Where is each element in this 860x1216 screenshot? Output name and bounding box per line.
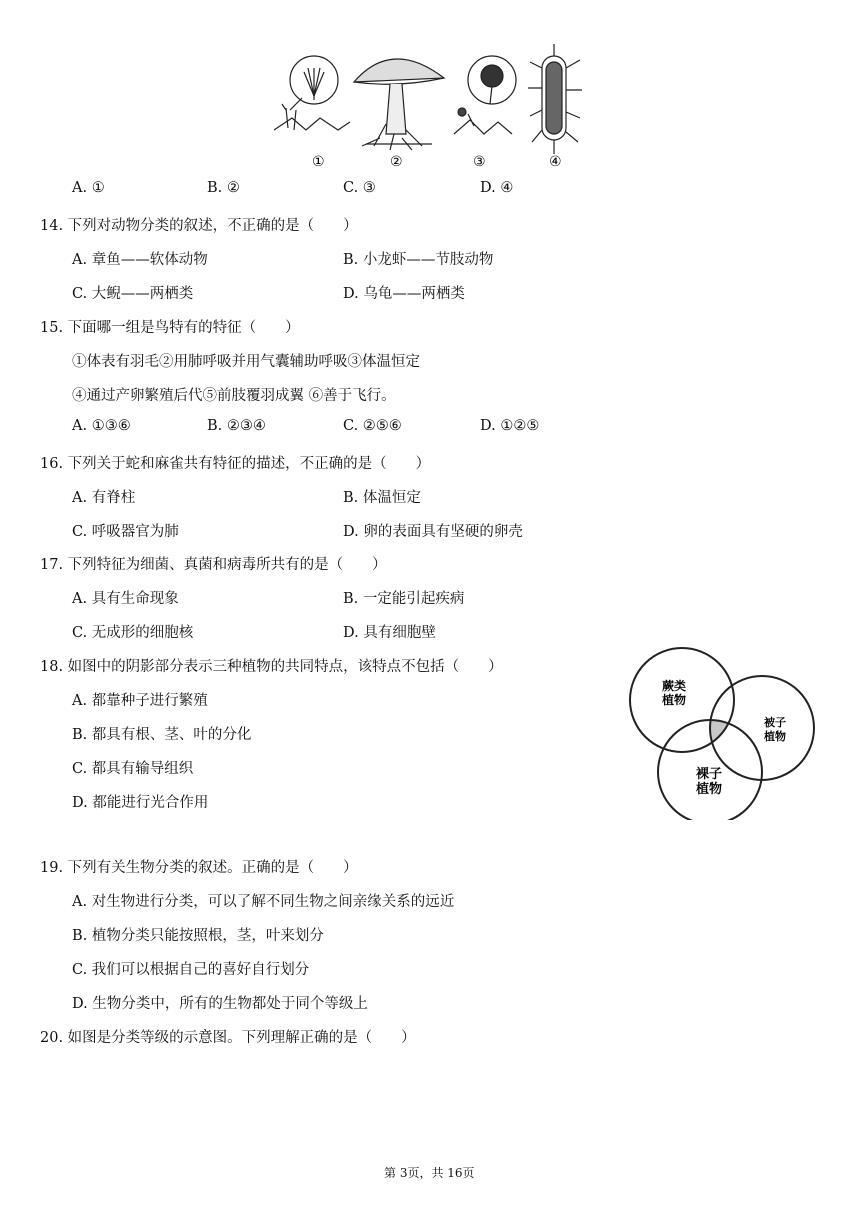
q18-option-a[interactable]: A. 都靠种子进行繁殖 [72,693,208,709]
q15-line1: ①体表有羽毛②用肺呼吸并用气囊辅助呼吸③体温恒定 [72,354,420,370]
penicillium-sketch [454,56,516,134]
mold-sketch [274,56,350,130]
label-3: ③ [473,154,486,170]
page-footer: 第 3页，共 16页 [384,1166,475,1180]
q15-stem: 15. 下面哪一组是鸟特有的特征（ ） [40,320,300,336]
q14-option-b[interactable]: B. 小龙虾——节肢动物 [343,252,494,268]
q14-stem: 14. 下列对动物分类的叙述，不正确的是（ ） [40,218,358,234]
q17-option-c[interactable]: C. 无成形的细胞核 [72,625,194,641]
q18-option-d[interactable]: D. 都能进行光合作用 [72,795,209,811]
label-4: ④ [549,154,562,170]
q19-option-d[interactable]: D. 生物分类中，所有的生物都处于同个等级上 [72,996,368,1012]
q16-option-c[interactable]: C. 呼吸器官为肺 [72,524,179,540]
organisms-figure [262,38,598,178]
q16-option-d[interactable]: D. 卵的表面具有坚硬的卵壳 [343,524,523,540]
venn-label-gymno-1: 裸子 [696,767,723,782]
bacterium-sketch [528,44,582,154]
q19-option-a[interactable]: A. 对生物进行分类，可以了解不同生物之间亲缘关系的远近 [72,894,455,910]
q13-option-b[interactable]: B. ② [207,180,240,196]
q15-option-b[interactable]: B. ②③④ [207,418,266,434]
q16-stem: 16. 下列关于蛇和麻雀共有特征的描述，不正确的是（ ） [40,456,431,472]
q18-option-c[interactable]: C. 都具有输导组织 [72,761,194,777]
q13-option-a[interactable]: A. ① [72,180,105,196]
venn-diagram [620,640,820,820]
venn-label-angio-2: 植物 [764,730,786,743]
q20-stem: 20. 如图是分类等级的示意图。下列理解正确的是（ ） [40,1030,416,1046]
q19-option-c[interactable]: C. 我们可以根据自己的喜好自行划分 [72,962,310,978]
venn-label-angio-1: 被子 [764,716,786,729]
q18-stem: 18. 如图中的阴影部分表示三种植物的共同特点，该特点不包括（ ） [40,659,503,675]
label-1: ① [312,154,325,170]
venn-label-gymno-2: 植物 [696,782,723,797]
q16-option-a[interactable]: A. 有脊柱 [72,490,136,506]
q15-option-d[interactable]: D. ①②⑤ [480,418,540,434]
q15-line2: ④通过产卵繁殖后代⑤前肢覆羽成翼 ⑥善于飞行。 [72,388,396,404]
q18-option-b[interactable]: B. 都具有根、茎、叶的分化 [72,727,252,743]
q19-stem: 19. 下列有关生物分类的叙述。正确的是（ ） [40,860,358,876]
q16-option-b[interactable]: B. 体温恒定 [343,490,421,506]
q14-option-a[interactable]: A. 章鱼——软体动物 [72,252,208,268]
q13-option-c[interactable]: C. ③ [343,180,376,196]
q17-option-d[interactable]: D. 具有细胞壁 [343,625,436,641]
q13-option-d[interactable]: D. ④ [480,180,514,196]
mushroom-sketch [354,59,444,150]
q14-option-d[interactable]: D. 乌龟——两栖类 [343,286,465,302]
venn-label-fern-2: 植物 [662,693,687,707]
q14-option-c[interactable]: C. 大鲵——两栖类 [72,286,194,302]
label-2: ② [390,154,403,170]
q17-option-a[interactable]: A. 具有生命现象 [72,591,179,607]
q15-option-a[interactable]: A. ①③⑥ [72,418,131,434]
q17-option-b[interactable]: B. 一定能引起疾病 [343,591,465,607]
venn-label-fern-1: 蕨类 [662,679,687,693]
q15-option-c[interactable]: C. ②⑤⑥ [343,418,402,434]
q17-stem: 17. 下列特征为细菌、真菌和病毒所共有的是（ ） [40,557,387,573]
q19-option-b[interactable]: B. 植物分类只能按照根，茎，叶来划分 [72,928,324,944]
